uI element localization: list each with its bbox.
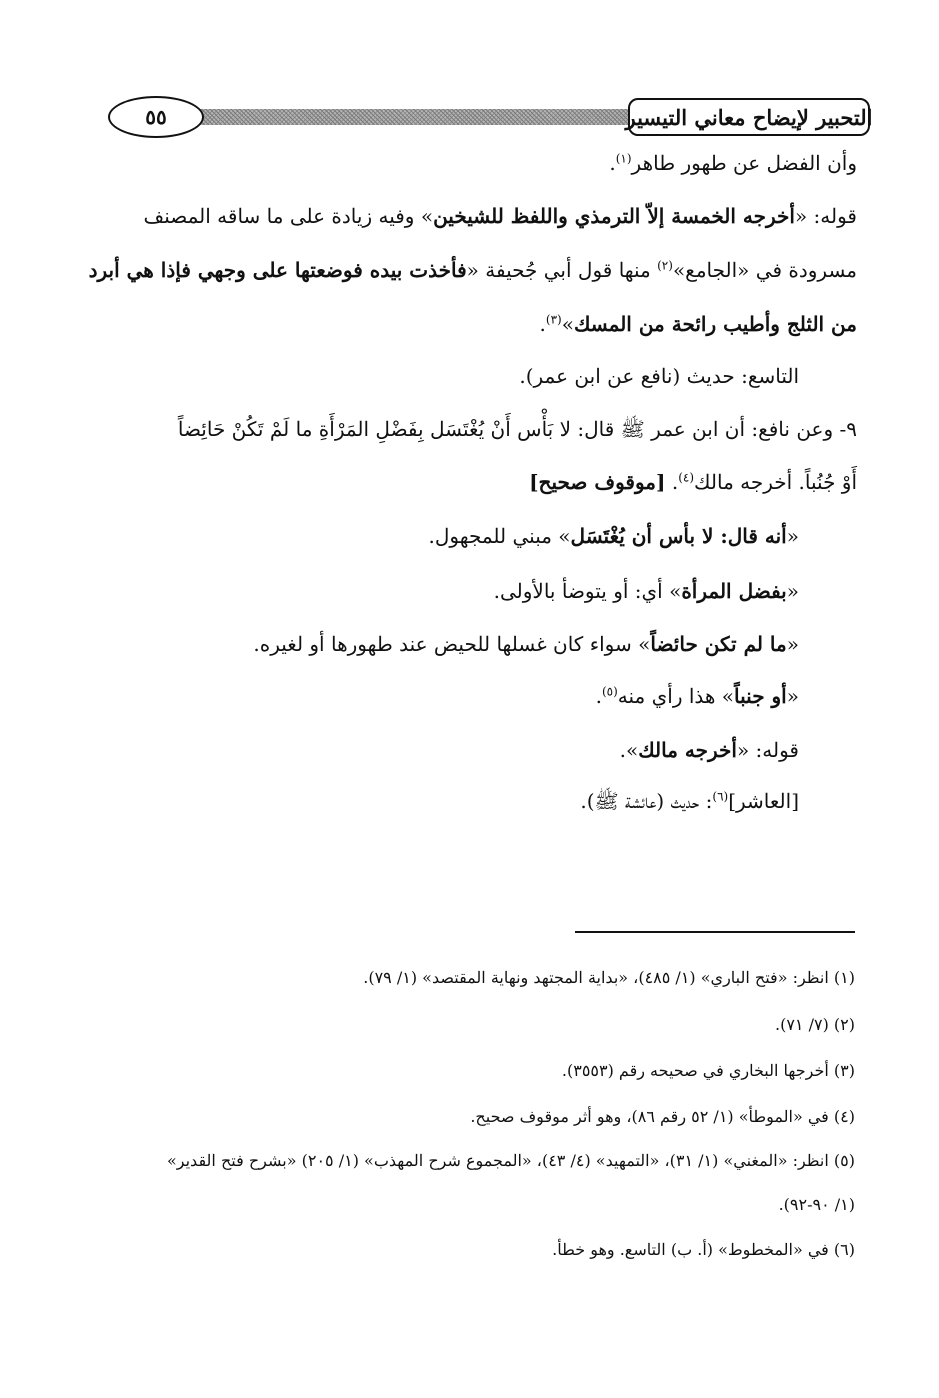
running-header bbox=[100, 94, 873, 140]
footnote-ref: (٢) bbox=[657, 258, 673, 273]
footnote: (٣) أخرجها البخاري في صحيحه رقم (٣٥٥٣). bbox=[561, 1061, 855, 1080]
hadith-text: ٩- وعن نافع: أن ابن عمر ﷺ قال: لا بَأْس أَنْ يُغْتَسَل بِفَضْلِ المَرْأَةِ ما لَمْ تَكُنْ حَائِضاً bbox=[177, 417, 857, 441]
footnote-ref: (٥) bbox=[601, 684, 618, 699]
text-line: قوله: «أخرجه مالك». bbox=[619, 738, 799, 762]
footnote-ref: (٣) bbox=[545, 312, 562, 327]
footnote-ref: (١) bbox=[615, 151, 632, 166]
hadith-text: أَوْ جُنُباً. أخرجه مالك$^{(٤)}$. [موقوف صحيح] bbox=[529, 470, 857, 494]
text-line: وأن الفضل عن طهور طاهر$^{(١)}$. bbox=[609, 151, 857, 175]
section-heading: [العاشر]$^{(٦)}$: حديث (عائشة ﷺ). bbox=[580, 789, 799, 813]
page-number: ٥٥ bbox=[108, 96, 204, 138]
header-decorative-band bbox=[170, 109, 640, 125]
text-line: قوله: «أخرجه الخمسة إلاّ الترمذي واللفظ للشيخين» وفيه زيادة على ما ساقه المصنف bbox=[143, 204, 857, 228]
text-line: مسرودة في «الجامع»$^{(٢)}$ منها قول أبي جُحيفة «فأخذت بيده فوضعتها على وجهي فإذا هي أبرد bbox=[88, 258, 857, 282]
text-line: «أو جنباً» هذا رأي منه$^{(٥)}$. bbox=[595, 684, 799, 708]
book-title: التحبير لإيضاح معاني التيسير bbox=[628, 98, 870, 136]
text-line: «ما لم تكن حائضاً» سواء كان غسلها للحيض عند طهورها أو لغيره. bbox=[253, 632, 799, 656]
footnote: (٢) (٧/ ٧١). bbox=[774, 1015, 855, 1034]
footnote: (٤) في «الموطأ» (١/ ٥٢ رقم ٨٦)، وهو أثر موقوف صحيح. bbox=[470, 1107, 855, 1126]
section-heading: التاسع: حديث (نافع عن ابن عمر). bbox=[519, 364, 799, 388]
footnote-separator bbox=[575, 931, 855, 933]
grading-label: [موقوف صحيح] bbox=[529, 470, 666, 494]
footnote: (٥) انظر: «المغني» (١/ ٣١)، «التمهيد» (٤/ ٤٣)، «المجموع شرح المهذب» (١/ ٢٠٥) «بشرح فتح القدير» bbox=[166, 1151, 855, 1170]
footnote-ref: (٦) bbox=[712, 789, 729, 804]
footnote: (١/ ٩٠-٩٢). bbox=[778, 1195, 855, 1214]
text-line: «بفضل المرأة» أي: أو يتوضأ بالأولى. bbox=[493, 579, 799, 603]
text-line: «أنه قال: لا بأس أن يُغْتَسَل» مبني للمجهول. bbox=[428, 524, 799, 548]
footnote-ref: (٤) bbox=[678, 470, 695, 485]
text-line: من الثلج وأطيب رائحة من المسك»$^{(٣)}$. bbox=[539, 312, 857, 336]
footnote: (١) انظر: «فتح الباري» (١/ ٤٨٥)، «بداية المجتهد ونهاية المقتصد» (١/ ٧٩). bbox=[363, 968, 855, 987]
footnote: (٦) في «المخطوط» (أ. ب) التاسع. وهو خطأ. bbox=[552, 1240, 855, 1259]
